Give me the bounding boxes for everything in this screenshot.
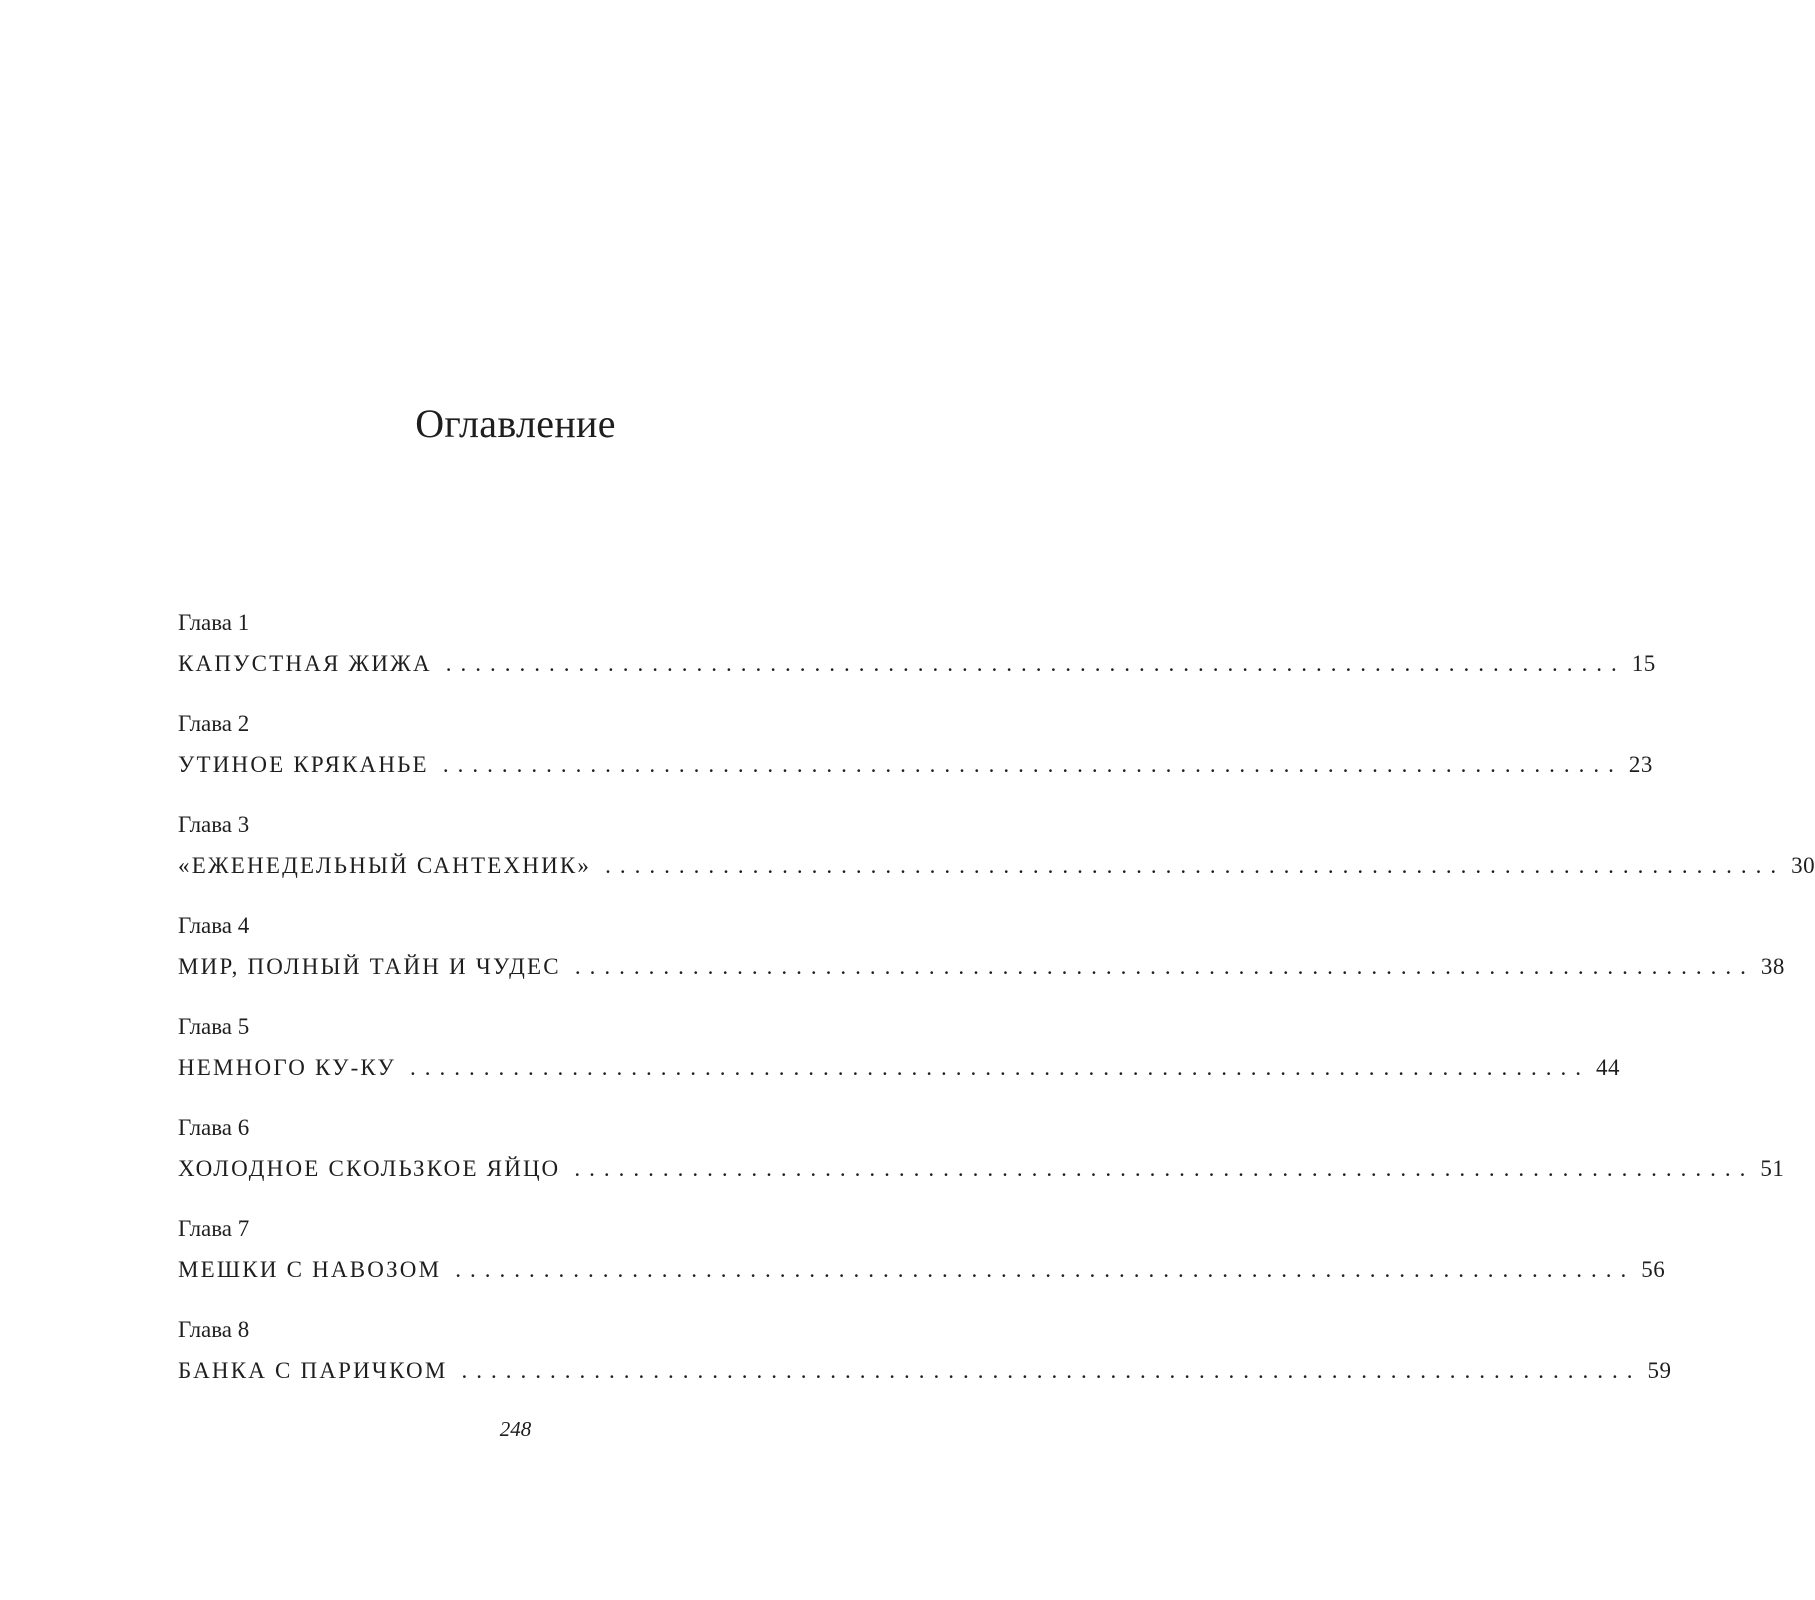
chapter-title-row <box>178 1354 1672 1388</box>
page-number: 44 <box>1596 1055 1621 1080</box>
page-number: 56 <box>1641 1257 1666 1282</box>
chapter-number: Глава 8 <box>178 1317 250 1342</box>
dot-leader: ................................................................................ <box>445 651 1626 676</box>
chapter-title: «ЕЖЕНЕДЕЛЬНЫЙ САНТЕХНИК» <box>178 853 592 878</box>
chapter-title-row <box>178 1253 1666 1287</box>
dot-leader: ................................................................................ <box>605 853 1786 878</box>
toc-entry <box>178 808 1815 909</box>
chapter-number: Глава 1 <box>178 610 250 635</box>
chapter-number: Глава 7 <box>178 1216 250 1241</box>
toc-entry <box>178 909 1785 1010</box>
dot-leader: ................................................................................ <box>442 752 1623 777</box>
chapter-title-row <box>178 647 1656 681</box>
page-folio: 248 <box>499 1417 532 1441</box>
toc-entry <box>178 1010 1621 1111</box>
chapter-title: УТИНОЕ КРЯКАНЬЕ <box>178 752 429 777</box>
dot-leader: ................................................................................ <box>461 1358 1642 1383</box>
dot-leader: ................................................................................ <box>574 954 1755 979</box>
toc-entry <box>178 1212 1666 1313</box>
chapter-title-row <box>178 1051 1621 1085</box>
page-number: 30 <box>1791 853 1815 878</box>
chapter-title: МИР, ПОЛНЫЙ ТАЙН И ЧУДЕС <box>178 954 561 979</box>
page-title: Оглавление <box>415 401 616 446</box>
chapter-title: КАПУСТНАЯ ЖИЖА <box>178 651 432 676</box>
dot-leader: ................................................................................ <box>455 1257 1636 1282</box>
toc-entry <box>178 1313 1672 1414</box>
dot-leader: ................................................................................ <box>574 1156 1755 1181</box>
table-of-contents <box>178 606 1815 1414</box>
chapter-title: МЕШКИ С НАВОЗОМ <box>178 1257 442 1282</box>
chapter-number: Глава 4 <box>178 913 250 938</box>
chapter-number: Глава 6 <box>178 1115 250 1140</box>
chapter-title: НЕМНОГО КУ-КУ <box>178 1055 397 1080</box>
chapter-title-row <box>178 1152 1785 1186</box>
chapter-title: ХОЛОДНОЕ СКОЛЬЗКОЕ ЯЙЦО <box>178 1156 561 1181</box>
chapter-title-row <box>178 748 1653 782</box>
toc-entry <box>178 707 1653 808</box>
chapter-number: Глава 2 <box>178 711 250 736</box>
page-number: 51 <box>1760 1156 1785 1181</box>
dot-leader: ................................................................................ <box>410 1055 1591 1080</box>
chapter-title-row <box>178 950 1785 984</box>
page-number: 15 <box>1631 651 1656 676</box>
chapter-number: Глава 5 <box>178 1014 250 1039</box>
page-number: 23 <box>1628 752 1653 777</box>
page-number: 38 <box>1760 954 1785 979</box>
chapter-number: Глава 3 <box>178 812 250 837</box>
chapter-title: БАНКА С ПАРИЧКОМ <box>178 1358 448 1383</box>
page-number: 59 <box>1647 1358 1672 1383</box>
toc-entry <box>178 606 1656 707</box>
toc-entry <box>178 1111 1785 1212</box>
chapter-title-row <box>178 849 1815 883</box>
